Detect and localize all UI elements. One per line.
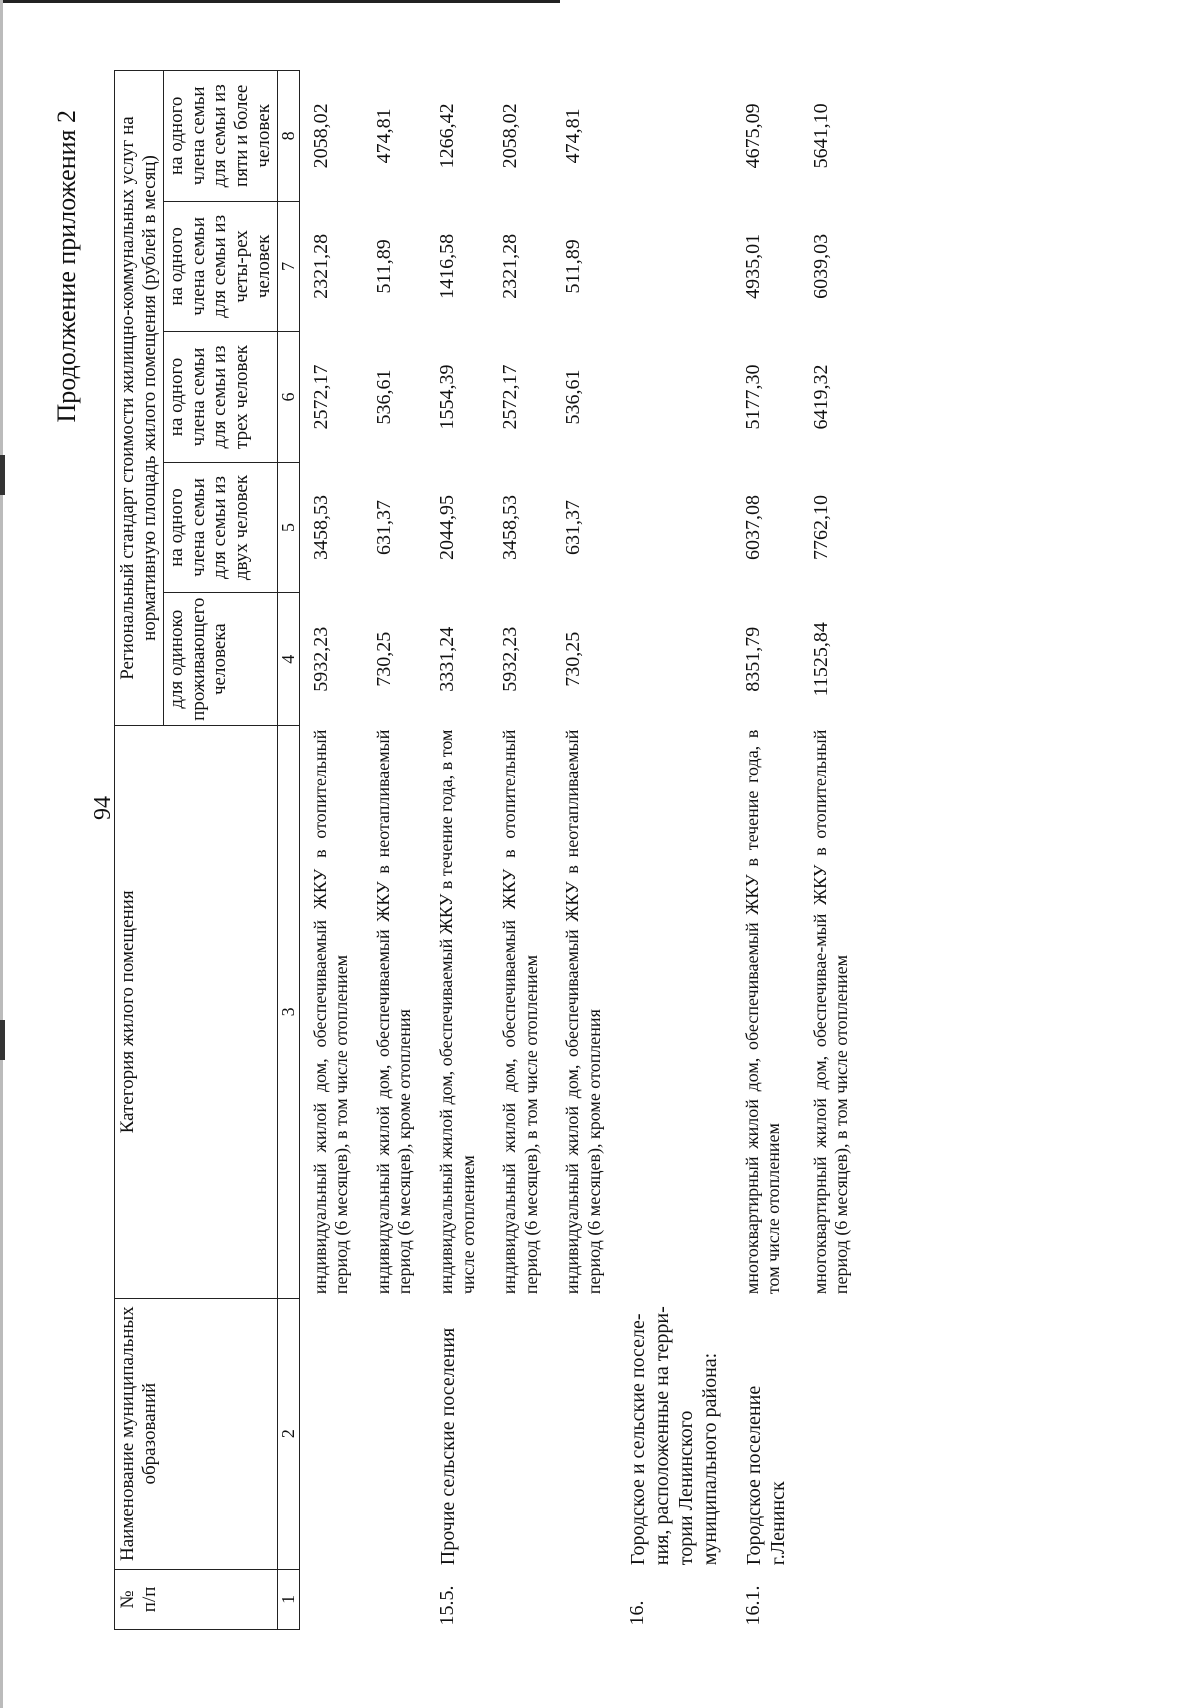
row-municipality — [800, 1298, 863, 1569]
value-three: 2572,17 — [309, 364, 332, 430]
value-five: 4675,09 — [741, 103, 764, 169]
value-two: 2044,95 — [435, 495, 458, 561]
value-single: 730,25 — [372, 631, 395, 687]
value-single: 5932,23 — [309, 626, 332, 692]
header-four: на одного члена семьи для семьи из четы-рех человек — [163, 201, 277, 332]
value-two — [616, 462, 732, 593]
table-row — [732, 71, 800, 1630]
value-two: 3458,53 — [499, 495, 522, 561]
row-index: 16.1. — [741, 1585, 764, 1626]
tariff-table — [114, 70, 863, 1630]
table-row — [800, 71, 863, 1630]
col-number: 2 — [277, 1298, 299, 1569]
value-five — [616, 71, 732, 202]
value-two: 6037,08 — [741, 495, 764, 561]
header-municipality: Наименование муниципальных образований — [115, 1298, 278, 1569]
row-index: 16. — [625, 1600, 648, 1626]
value-three: 2572,17 — [499, 364, 522, 430]
table-row — [426, 71, 489, 1630]
value-five: 1266,42 — [435, 103, 458, 169]
header-three: на одного члена семьи для семьи из трех человек — [163, 332, 277, 463]
continuation-label: Продолжение приложения 2 — [52, 110, 81, 423]
value-single: 8351,79 — [741, 626, 764, 692]
value-two: 631,37 — [562, 500, 585, 556]
table-row — [552, 71, 615, 1630]
page-number: 94 — [90, 796, 116, 820]
row-index: 15.5. — [435, 1585, 458, 1626]
value-five: 474,81 — [372, 108, 395, 164]
table-row — [363, 71, 426, 1630]
value-four: 511,89 — [372, 239, 395, 294]
row-municipality — [299, 1298, 363, 1569]
table-row — [616, 71, 732, 1630]
value-five: 5641,10 — [809, 103, 832, 169]
value-four: 6039,03 — [809, 233, 832, 299]
header-index: № п/п — [115, 1569, 278, 1629]
header-group: Региональный стандарт стоимости жилищно-коммунальных услуг на нормативную площадь жилого помещения (рублей в месяц) — [115, 71, 164, 726]
col-number: 3 — [277, 726, 299, 1298]
value-single: 5932,23 — [499, 626, 522, 692]
row-category: многоквартирный жилой дом, обеспечиваемый ЖКУ в течение года, в том числе отоплением — [741, 729, 784, 1295]
row-municipality — [489, 1298, 552, 1569]
rotated-page — [50, 80, 1130, 1640]
value-four: 1416,58 — [435, 233, 458, 299]
row-municipality: Прочие сельские поселения — [436, 1327, 459, 1566]
value-single: 11525,84 — [809, 622, 832, 697]
value-single — [616, 593, 732, 726]
scan-edge-left — [0, 0, 3, 1708]
header-five: на одного члена семьи для семьи из пяти и более человек — [163, 71, 277, 202]
value-three: 6419,32 — [809, 364, 832, 430]
value-two: 3458,53 — [309, 495, 332, 561]
row-index — [800, 1569, 863, 1629]
row-municipality: Городское поселение г.Ленинск — [742, 1385, 789, 1566]
value-single: 3331,24 — [435, 626, 458, 692]
row-municipality — [363, 1298, 426, 1569]
header-category: Категория жилого помещения — [115, 726, 278, 1298]
scan-artifact — [0, 455, 5, 495]
row-category: индивидуальный жилой дом, обеспечиваемый ЖКУ в отопительный период (6 месяцев), в том числе отоплением — [309, 729, 352, 1295]
row-category — [616, 726, 732, 1298]
row-index — [363, 1569, 426, 1629]
row-index — [552, 1569, 615, 1629]
value-three: 536,61 — [562, 369, 585, 425]
value-three: 5177,30 — [741, 364, 764, 430]
row-category: индивидуальный жилой дом, обеспечиваемый ЖКУ в течение года, в том числе отоплением — [435, 729, 478, 1295]
row-municipality: Городское и сельские поселе-ния, расположенные на терри-тории Ленинского муниципального района: — [626, 1306, 721, 1566]
col-number: 4 — [277, 593, 299, 726]
value-three — [616, 332, 732, 463]
value-two: 631,37 — [372, 500, 395, 556]
row-municipality — [552, 1298, 615, 1569]
header-two: на одного члена семьи для семьи из двух человек — [163, 462, 277, 593]
header-single: для одиноко проживающего человека — [163, 593, 277, 726]
col-number: 8 — [277, 71, 299, 202]
col-number: 5 — [277, 462, 299, 593]
col-number: 1 — [277, 1569, 299, 1629]
value-two: 7762,10 — [809, 495, 832, 561]
value-five: 2058,02 — [499, 103, 522, 169]
row-category: многоквартирный жилой дом, обеспечивае-мый ЖКУ в отопительный период (6 месяцев), в том числе отоплением — [809, 729, 852, 1295]
value-four: 2321,28 — [309, 233, 332, 299]
table-row — [489, 71, 552, 1630]
row-index — [299, 1569, 363, 1629]
value-three: 536,61 — [372, 369, 395, 425]
value-three: 1554,39 — [435, 364, 458, 430]
value-five: 474,81 — [562, 108, 585, 164]
row-index — [489, 1569, 552, 1629]
row-category: индивидуальный жилой дом, обеспечиваемый ЖКУ в неотапливаемый период (6 месяцев), кроме отопления — [562, 729, 604, 1295]
value-four: 4935,01 — [741, 233, 764, 299]
scan-artifact — [0, 1020, 5, 1060]
value-four: 2321,28 — [499, 233, 522, 299]
value-four: 511,89 — [562, 239, 585, 294]
col-number: 7 — [277, 201, 299, 332]
value-five: 2058,02 — [309, 103, 332, 169]
row-category: индивидуальный жилой дом, обеспечиваемый ЖКУ в неотапливаемый период (6 месяцев), кроме отопления — [372, 729, 415, 1295]
table-row — [299, 71, 363, 1630]
value-single: 730,25 — [562, 631, 585, 687]
scan-edge-top — [0, 0, 560, 3]
row-category: индивидуальный жилой дом, обеспечиваемый ЖКУ в отопительный период (6 месяцев), в том числе отоплением — [499, 729, 541, 1295]
value-four — [616, 201, 732, 332]
col-number: 6 — [277, 332, 299, 463]
